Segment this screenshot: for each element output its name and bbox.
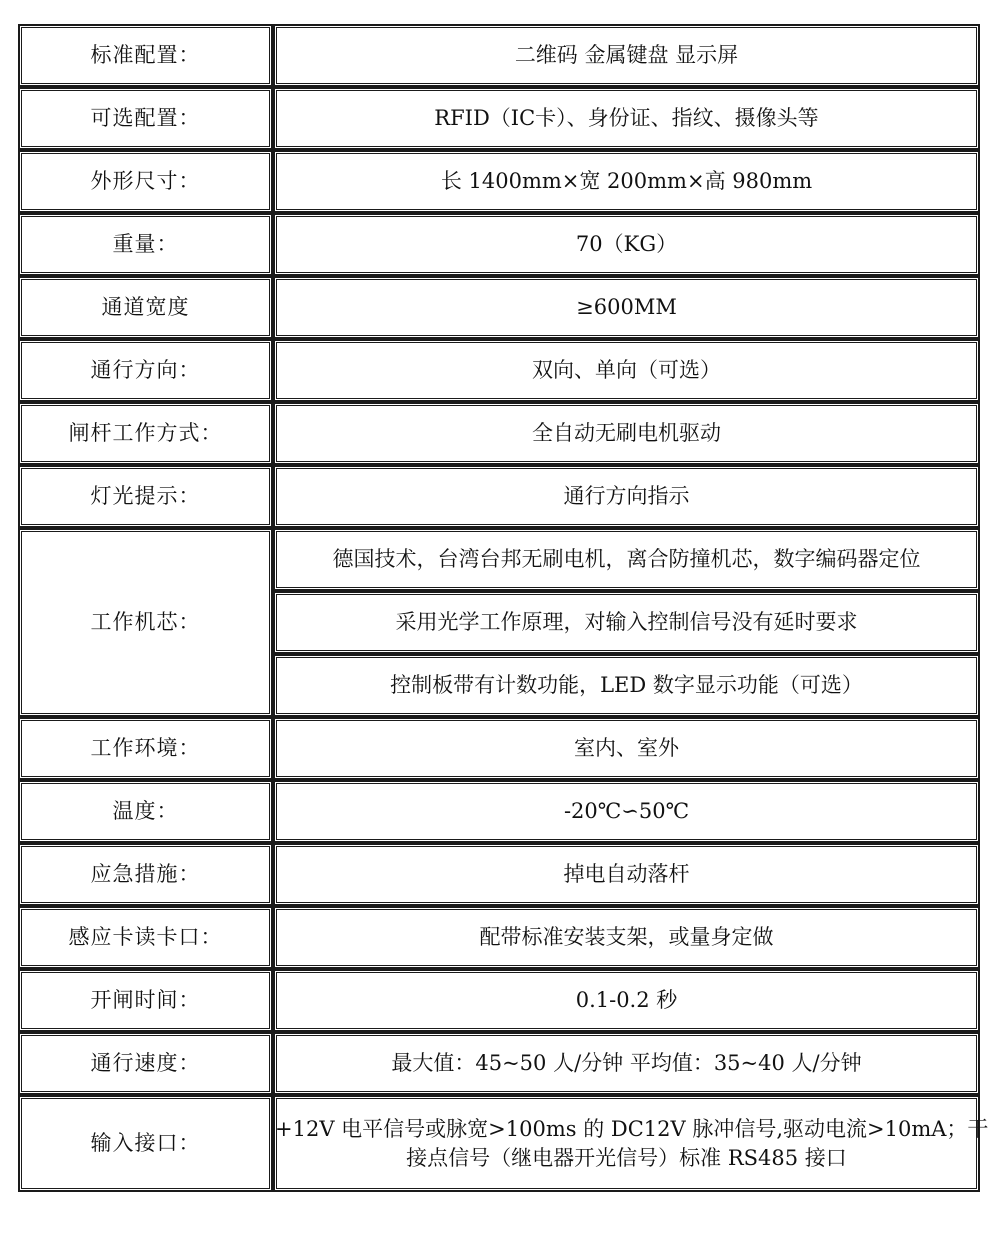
spec-value: ≥600MM — [273, 276, 980, 339]
spec-sheet — [18, 24, 989, 1192]
spec-value: 室内、室外 — [273, 717, 980, 780]
table-row — [18, 1032, 980, 1095]
spec-value: 全自动无刷电机驱动 — [273, 402, 980, 465]
spec-label: 通行方向： — [18, 339, 273, 402]
value-line: 接点信号（继电器开光信号）标准 RS485 接口 — [406, 1145, 847, 1170]
spec-label: 可选配置： — [18, 87, 273, 150]
spec-value: 控制板带有计数功能，LED 数字显示功能（可选） — [273, 654, 980, 717]
table-row — [18, 1095, 980, 1192]
spec-value: RFID（IC卡）、身份证、指纹、摄像头等 — [273, 87, 980, 150]
spec-value: -20℃∽50℃ — [273, 780, 980, 843]
table-row — [18, 843, 980, 906]
spec-value: 0.1-0.2 秒 — [273, 969, 980, 1032]
spec-value: 配带标准安装支架，或量身定做 — [273, 906, 980, 969]
spec-label: 工作机芯： — [18, 528, 273, 717]
spec-label: 温度： — [18, 780, 273, 843]
spec-value: 采用光学工作原理，对输入控制信号没有延时要求 — [273, 591, 980, 654]
spec-label: 应急措施： — [18, 843, 273, 906]
table-row — [18, 465, 980, 528]
spec-label: 通行速度： — [18, 1032, 273, 1095]
spec-label: 通道宽度 — [18, 276, 273, 339]
multiline-value — [275, 1115, 989, 1172]
spec-table — [18, 24, 989, 1192]
spec-value: 最大值：45~50 人/分钟 平均值：35~40 人/分钟 — [273, 1032, 980, 1095]
table-row — [18, 402, 980, 465]
table-row — [18, 213, 980, 276]
spec-value: 掉电自动落杆 — [273, 843, 980, 906]
table-row — [18, 906, 980, 969]
spec-label: 闸杆工作方式： — [18, 402, 273, 465]
table-row — [18, 528, 980, 591]
table-row — [18, 717, 980, 780]
spec-value: 德国技术，台湾台邦无刷电机，离合防撞机芯，数字编码器定位 — [273, 528, 980, 591]
spec-label: 工作环境： — [18, 717, 273, 780]
spec-label: 外形尺寸： — [18, 150, 273, 213]
table-row — [18, 150, 980, 213]
spec-label: 灯光提示： — [18, 465, 273, 528]
spec-label: 标准配置： — [18, 24, 273, 87]
spec-value: 长 1400mm×宽 200mm×高 980mm — [273, 150, 980, 213]
table-row — [18, 339, 980, 402]
spec-label: 感应卡读卡口： — [18, 906, 273, 969]
spec-value: 通行方向指示 — [273, 465, 980, 528]
table-row — [18, 276, 980, 339]
spec-label: 输入接口： — [18, 1095, 273, 1192]
table-row — [18, 24, 980, 87]
spec-label: 重量： — [18, 213, 273, 276]
table-row — [18, 969, 980, 1032]
spec-value: 70（KG） — [273, 213, 980, 276]
spec-value: 双向、单向（可选） — [273, 339, 980, 402]
value-line: +12V 电平信号或脉宽>100ms 的 DC12V 脉冲信号,驱动电流>10mA；干 — [275, 1117, 989, 1142]
spec-label: 开闸时间： — [18, 969, 273, 1032]
spec-value: 二维码 金属键盘 显示屏 — [273, 24, 980, 87]
table-row — [18, 87, 980, 150]
spec-value — [273, 1095, 989, 1192]
table-row — [18, 780, 980, 843]
